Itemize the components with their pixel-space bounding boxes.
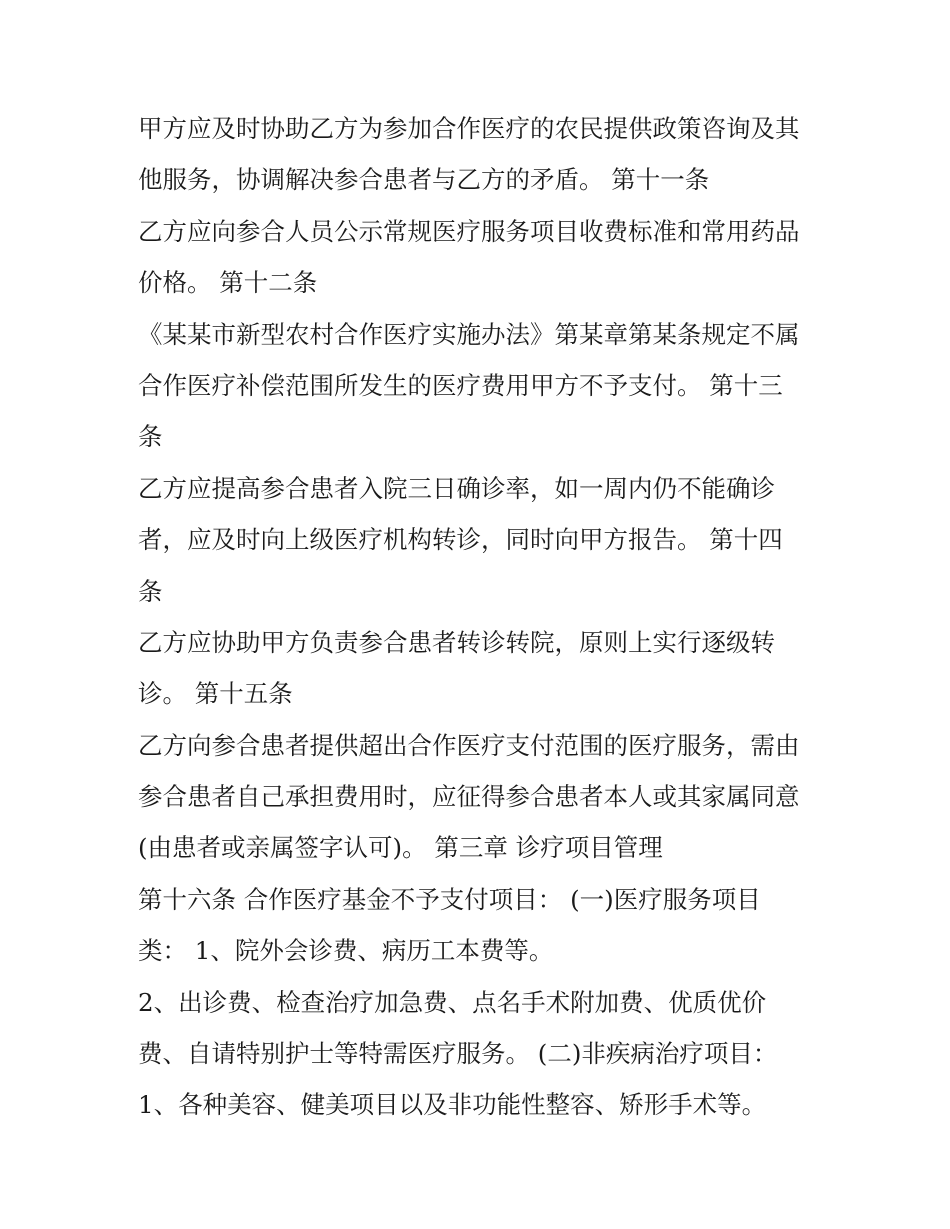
text-line: 乙方应协助甲方负责参合患者转诊转院，原则上实行逐级转: [138, 627, 775, 657]
text-line: 类： 1、院外会诊费、病历工本费等。: [138, 936, 554, 966]
text-line: 第十六条 合作医疗基金不予支付项目： (一)医疗服务项目: [138, 884, 761, 914]
text-line: 1、各种美容、健美项目以及非功能性整容、矫形手术等。: [138, 1090, 767, 1120]
text-line: 乙方应向参合人员公示常规医疗服务项目收费标准和常用药品: [138, 216, 800, 246]
text-line: 他服务，协调解决参合患者与乙方的矛盾。 第十一条: [138, 165, 710, 195]
text-line: 乙方应提高参合患者入院三日确诊率，如一周内仍不能确诊: [138, 473, 775, 503]
text-line: 条: [138, 576, 163, 606]
text-line: (由患者或亲属签字认可)。 第三章 诊疗项目管理: [138, 833, 663, 863]
document-body: [138, 103, 828, 1131]
text-line: 参合患者自己承担费用时，应征得参合患者本人或其家属同意: [138, 782, 800, 812]
text-line: 者，应及时向上级医疗机构转诊，同时向甲方报告。 第十四: [138, 525, 783, 555]
text-line: 乙方向参合患者提供超出合作医疗支付范围的医疗服务，需由: [138, 730, 800, 760]
text-line: 2、出诊费、检查治疗加急费、点名手术附加费、优质优价: [138, 987, 767, 1017]
text-line: 甲方应及时协助乙方为参加合作医疗的农民提供政策咨询及其: [138, 114, 800, 143]
text-line: 合作医疗补偿范围所发生的医疗费用甲方不予支付。 第十三: [138, 370, 783, 400]
text-line: 《某某市新型农村合作医疗实施办法》第某章第某条规定不属: [138, 319, 800, 349]
text-line: 费、自请特别护士等特需医疗服务。 (二)非疾病治疗项目：: [138, 1039, 778, 1069]
text-line: 诊。 第十五条: [138, 679, 293, 709]
text-line: 条: [138, 422, 163, 452]
text-line: 价格。 第十二条: [138, 268, 318, 298]
